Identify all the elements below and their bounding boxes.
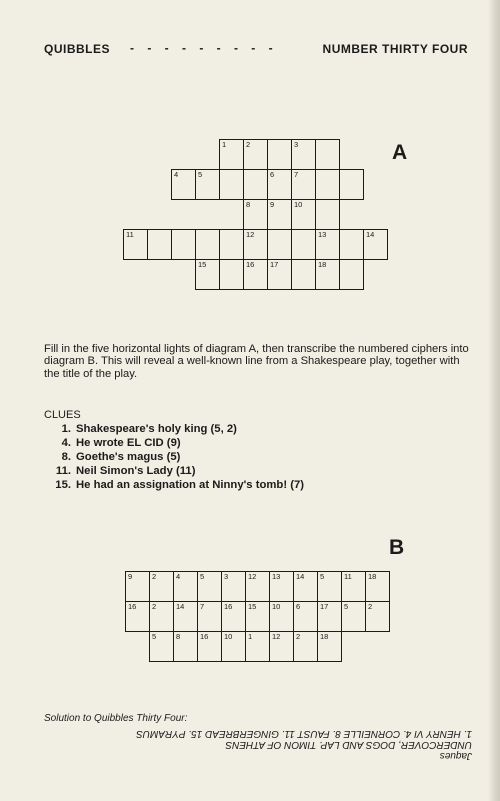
diagram-a-cell[interactable] (291, 139, 316, 170)
cell-number: 2 (152, 602, 157, 611)
diagram-a-cell[interactable] (339, 229, 364, 260)
diagram-a-cell[interactable] (267, 229, 292, 260)
series-title: QUIBBLES (44, 42, 111, 56)
diagram-b-cell[interactable] (221, 571, 246, 602)
diagram-b-cell[interactable] (173, 631, 198, 662)
cell-number: 5 (200, 572, 205, 581)
cell-number: 5 (198, 170, 203, 179)
diagram-a-cell[interactable] (363, 229, 388, 260)
cell-number: 8 (246, 200, 251, 209)
diagram-a-cell[interactable] (243, 229, 268, 260)
cell-number: 18 (368, 572, 377, 581)
diagram-a-cell[interactable] (171, 229, 196, 260)
diagram-a-cell[interactable] (147, 229, 172, 260)
diagram-a-cell[interactable] (171, 169, 196, 200)
diagram-a-cell[interactable] (267, 259, 292, 290)
cell-number: 3 (224, 572, 229, 581)
solution-line-1: 1. HENRY VI 4. CORNEILLE 8. FAUST 11. GINGERBREAD 15. PYRAMUS (136, 728, 472, 739)
diagram-a-cell[interactable] (267, 199, 292, 230)
cell-number: 16 (224, 602, 233, 611)
cell-number: 14 (296, 572, 305, 581)
puzzle-number: NUMBER THIRTY FOUR (322, 42, 468, 56)
diagram-b-cell[interactable] (149, 601, 174, 632)
clue-15: 15. He had an assignation at Ninny's tomb! (7) (55, 479, 305, 491)
diagram-a-cell[interactable] (195, 229, 220, 260)
diagram-a-cell[interactable] (315, 229, 340, 260)
diagram-b-cell[interactable] (221, 631, 246, 662)
cell-number: 12 (246, 230, 255, 239)
diagram-b-cell[interactable] (293, 601, 318, 632)
cell-number: 4 (176, 572, 181, 581)
cell-number: 18 (318, 260, 327, 269)
diagram-b-cell[interactable] (125, 601, 150, 632)
diagram-b-cell[interactable] (341, 571, 366, 602)
diagram-b-label: B (389, 536, 405, 559)
diagram-b-cell[interactable] (317, 601, 342, 632)
diagram-b-cell[interactable] (365, 571, 390, 602)
cell-number: 4 (174, 170, 179, 179)
diagram-b-cell[interactable] (245, 571, 270, 602)
diagram-b-cell[interactable] (221, 601, 246, 632)
cell-number: 2 (246, 140, 251, 149)
diagram-a-cell[interactable] (243, 169, 268, 200)
cell-number: 16 (200, 632, 209, 641)
instructions-text: Fill in the five horizontal lights of diagram A, then transcribe the numbered ciphers into diagram B. This will reveal a well-known line from a Shakespeare play, together with the title of the play. (44, 343, 469, 380)
cell-number: 18 (320, 632, 329, 641)
diagram-a-cell[interactable] (315, 259, 340, 290)
diagram-b-cell[interactable] (269, 571, 294, 602)
cell-number: 8 (176, 632, 181, 641)
cell-number: 6 (270, 170, 275, 179)
cell-number: 6 (296, 602, 301, 611)
diagram-b-cell[interactable] (269, 631, 294, 662)
diagram-a-cell[interactable] (291, 229, 316, 260)
cell-number: 7 (294, 170, 299, 179)
cell-number: 16 (128, 602, 137, 611)
solution-upside-down (44, 728, 472, 761)
diagram-a-cell[interactable] (267, 169, 292, 200)
diagram-a-cell[interactable] (195, 259, 220, 290)
cell-number: 16 (246, 260, 255, 269)
diagram-a-cell[interactable] (267, 139, 292, 170)
diagram-a-cell[interactable] (123, 229, 148, 260)
cell-number: 2 (296, 632, 301, 641)
diagram-b-cell[interactable] (149, 631, 174, 662)
diagram-b-cell[interactable] (317, 571, 342, 602)
diagram-a-cell[interactable] (219, 169, 244, 200)
diagram-b-cell[interactable] (317, 631, 342, 662)
solution-label: Solution to Quibbles Thirty Four: (44, 713, 188, 724)
cell-number: 13 (318, 230, 327, 239)
cell-number: 1 (222, 140, 227, 149)
diagram-a-cell[interactable] (243, 259, 268, 290)
cell-number: 1 (248, 632, 253, 641)
diagram-a-cell[interactable] (339, 169, 364, 200)
diagram-a-cell[interactable] (219, 139, 244, 170)
diagram-a-cell[interactable] (219, 259, 244, 290)
diagram-b-cell[interactable] (365, 601, 390, 632)
clue-1: 1. Shakespeare's holy king (5, 2) (61, 423, 237, 435)
diagram-b-cell[interactable] (293, 631, 318, 662)
diagram-b-cell[interactable] (197, 631, 222, 662)
solution-credit: Jaques (439, 750, 472, 761)
diagram-b-cell[interactable] (197, 601, 222, 632)
diagram-a-cell[interactable] (243, 199, 268, 230)
cell-number: 10 (294, 200, 303, 209)
diagram-a-cell[interactable] (291, 259, 316, 290)
solution-line-2: UNDERCOVER, DOGS AND LAP. TIMON OF ATHENS (225, 739, 472, 750)
diagram-b-cell[interactable] (245, 631, 270, 662)
diagram-a-cell[interactable] (195, 169, 220, 200)
diagram-a-cell[interactable] (315, 169, 340, 200)
diagram-b-cell[interactable] (245, 601, 270, 632)
clue-8: 8. Goethe's magus (5) (61, 451, 181, 463)
cell-number: 14 (176, 602, 185, 611)
cell-number: 7 (200, 602, 205, 611)
diagram-a-cell[interactable] (339, 259, 364, 290)
diagram-a-cell[interactable] (291, 169, 316, 200)
cell-number: 17 (320, 602, 329, 611)
diagram-a-cell[interactable] (315, 139, 340, 170)
clues-heading: CLUES (44, 409, 81, 421)
cell-number: 13 (272, 572, 281, 581)
cell-number: 10 (224, 632, 233, 641)
clue-4: 4. He wrote EL CID (9) (61, 437, 181, 449)
cell-number: 9 (128, 572, 133, 581)
cell-number: 9 (270, 200, 275, 209)
cell-number: 11 (344, 572, 352, 581)
cell-number: 10 (272, 602, 281, 611)
clue-11: 11. Neil Simon's Lady (11) (55, 465, 196, 477)
cell-number: 5 (344, 602, 349, 611)
diagram-a-cell[interactable] (291, 199, 316, 230)
cell-number: 14 (366, 230, 375, 239)
diagram-b-cell[interactable] (173, 601, 198, 632)
cell-number: 12 (248, 572, 257, 581)
diagram-a-label: A (392, 141, 408, 164)
cell-number: 17 (270, 260, 279, 269)
diagram-b-cell[interactable] (173, 571, 198, 602)
diagram-a-cell[interactable] (315, 199, 340, 230)
header-dashes: - - - - - - - - - (130, 41, 278, 55)
diagram-b-cell[interactable] (149, 571, 174, 602)
cell-number: 2 (368, 602, 373, 611)
cell-number: 2 (152, 572, 157, 581)
cell-number: 5 (320, 572, 325, 581)
diagram-a-cell[interactable] (243, 139, 268, 170)
cell-number: 15 (198, 260, 207, 269)
cell-number: 3 (294, 140, 299, 149)
diagram-a-cell[interactable] (219, 229, 244, 260)
cell-number: 15 (248, 602, 257, 611)
page-header (44, 42, 468, 60)
diagram-b-cell[interactable] (293, 571, 318, 602)
diagram-b-cell[interactable] (197, 571, 222, 602)
page-edge-shadow (488, 0, 500, 801)
cell-number: 5 (152, 632, 157, 641)
cell-number: 11 (126, 230, 134, 239)
cell-number: 12 (272, 632, 281, 641)
diagram-b-cell[interactable] (269, 601, 294, 632)
diagram-b-cell[interactable] (341, 601, 366, 632)
diagram-b-cell[interactable] (125, 571, 150, 602)
